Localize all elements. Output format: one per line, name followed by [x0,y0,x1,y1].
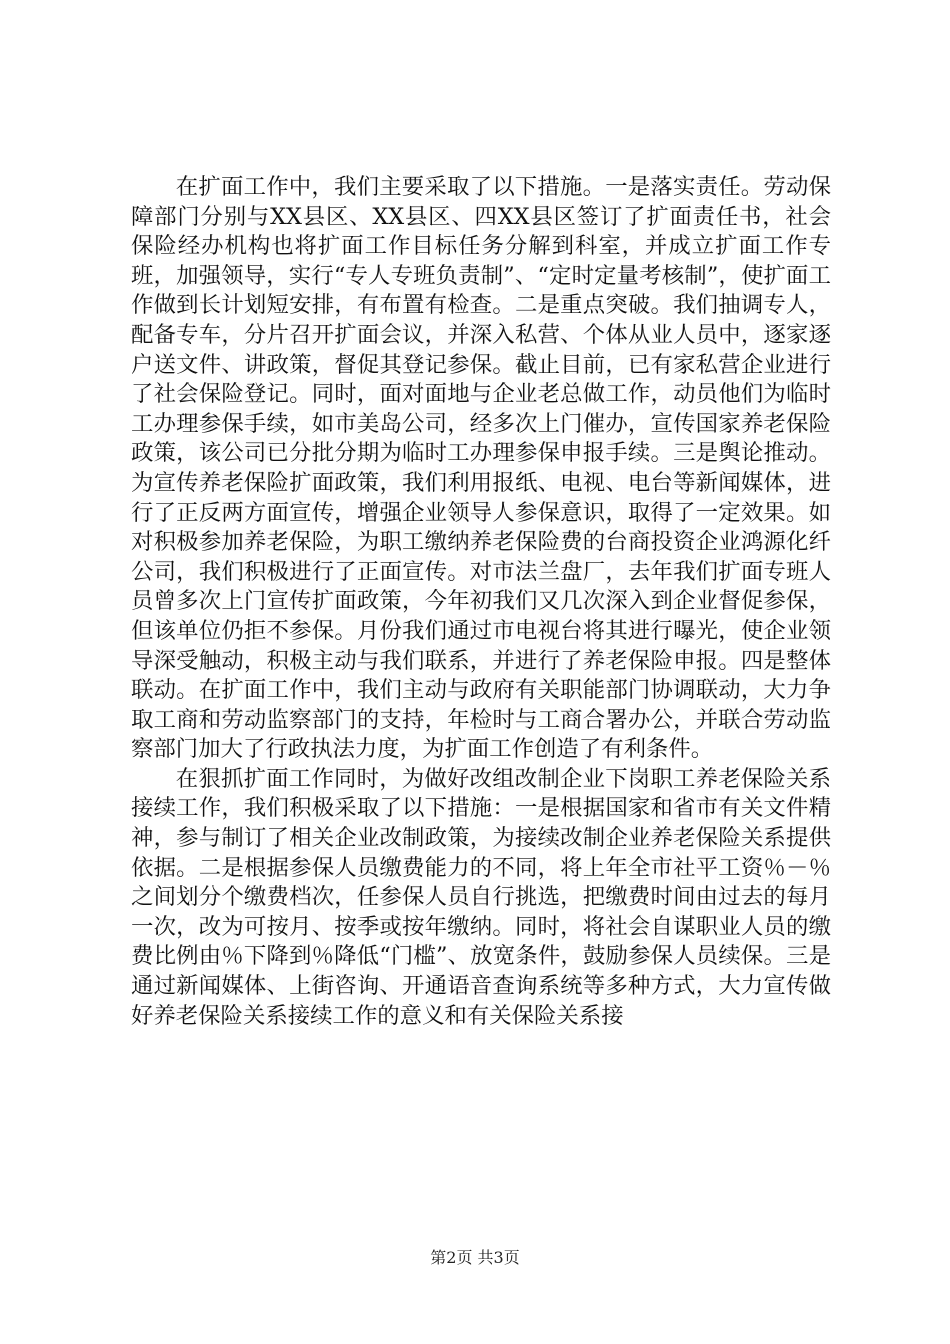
body-text [131,173,831,1031]
page-footer: 第2页 共3页 [430,1248,520,1267]
paragraph-2: 在狠抓扩面工作同时，为做好改组改制企业下岗职工养老保险关系接续工作，我们积极采取了以下措施：一是根据国家和省市有关文件精神，参与制订了相关企业改制政策，为接续改制企业养老保险关系提供依据。二是根据参保人员缴费能力的不同，将上年全市社平工资％－％之间划分个缴费档次，任参保人员自行挑选，把缴费时间由过去的每月一次，改为可按月、按季或按年缴纳。同时，将社会自谋职业人员的缴费比例由％下降到％降低“门槛”、放宽条件，鼓励参保人员续保。三是通过新闻媒体、上街咨询、开通语音查询系统等多种方式，大力宣传做好养老保险关系接续工作的意义和有关保险关系接 [131,765,831,1029]
paragraph-1: 在扩面工作中，我们主要采取了以下措施。一是落实责任。劳动保障部门分别与XX县区、XX县区、四XX县区签订了扩面责任书，社会保险经办机构也将扩面工作目标任务分解到科室，并成立扩面工作专班，加强领导，实行“专人专班负责制”、“定时定量考核制”，使扩面工作做到长计划短安排，有布置有检查。二是重点突破。我们抽调专人，配备专车，分片召开扩面会议，并深入私营、个体从业人员中，逐家逐户送文件、讲政策，督促其登记参保。截止目前，已有家私营企业进行了社会保险登记。同时，面对面地与企业老总做工作，动员他们为临时工办理参保手续，如市美岛公司，经多次上门催办，宣传国家养老保险政策，该公司已分批分期为临时工办理参保申报手续。三是舆论推动。为宣传养老保险扩面政策，我们利用报纸、电视、电台等新闻媒体，进行了正反两方面宣传，增强企业领导人参保意识，取得了一定效果。如对积极参加养老保险，为职工缴纳养老保险费的台商投资企业鸿源化纤公司，我们积极进行了正面宣传。对市法兰盘厂，去年我们扩面专班人员曾多次上门宣传扩面政策，今年初我们又几次深入到企业督促参保，但该单位仍拒不参保。月份我们通过市电视台将其进行曝光，使企业领导深受触动，积极主动与我们联系，并进行了养老保险申报。四是整体联动。在扩面工作中，我们主动与政府有关职能部门协调联动，大力争取工商和劳动监察部门的支持，年检时与工商合署办公，并联合劳动监察部门加大了行政执法力度，为扩面工作创造了有利条件。 [131,174,831,763]
